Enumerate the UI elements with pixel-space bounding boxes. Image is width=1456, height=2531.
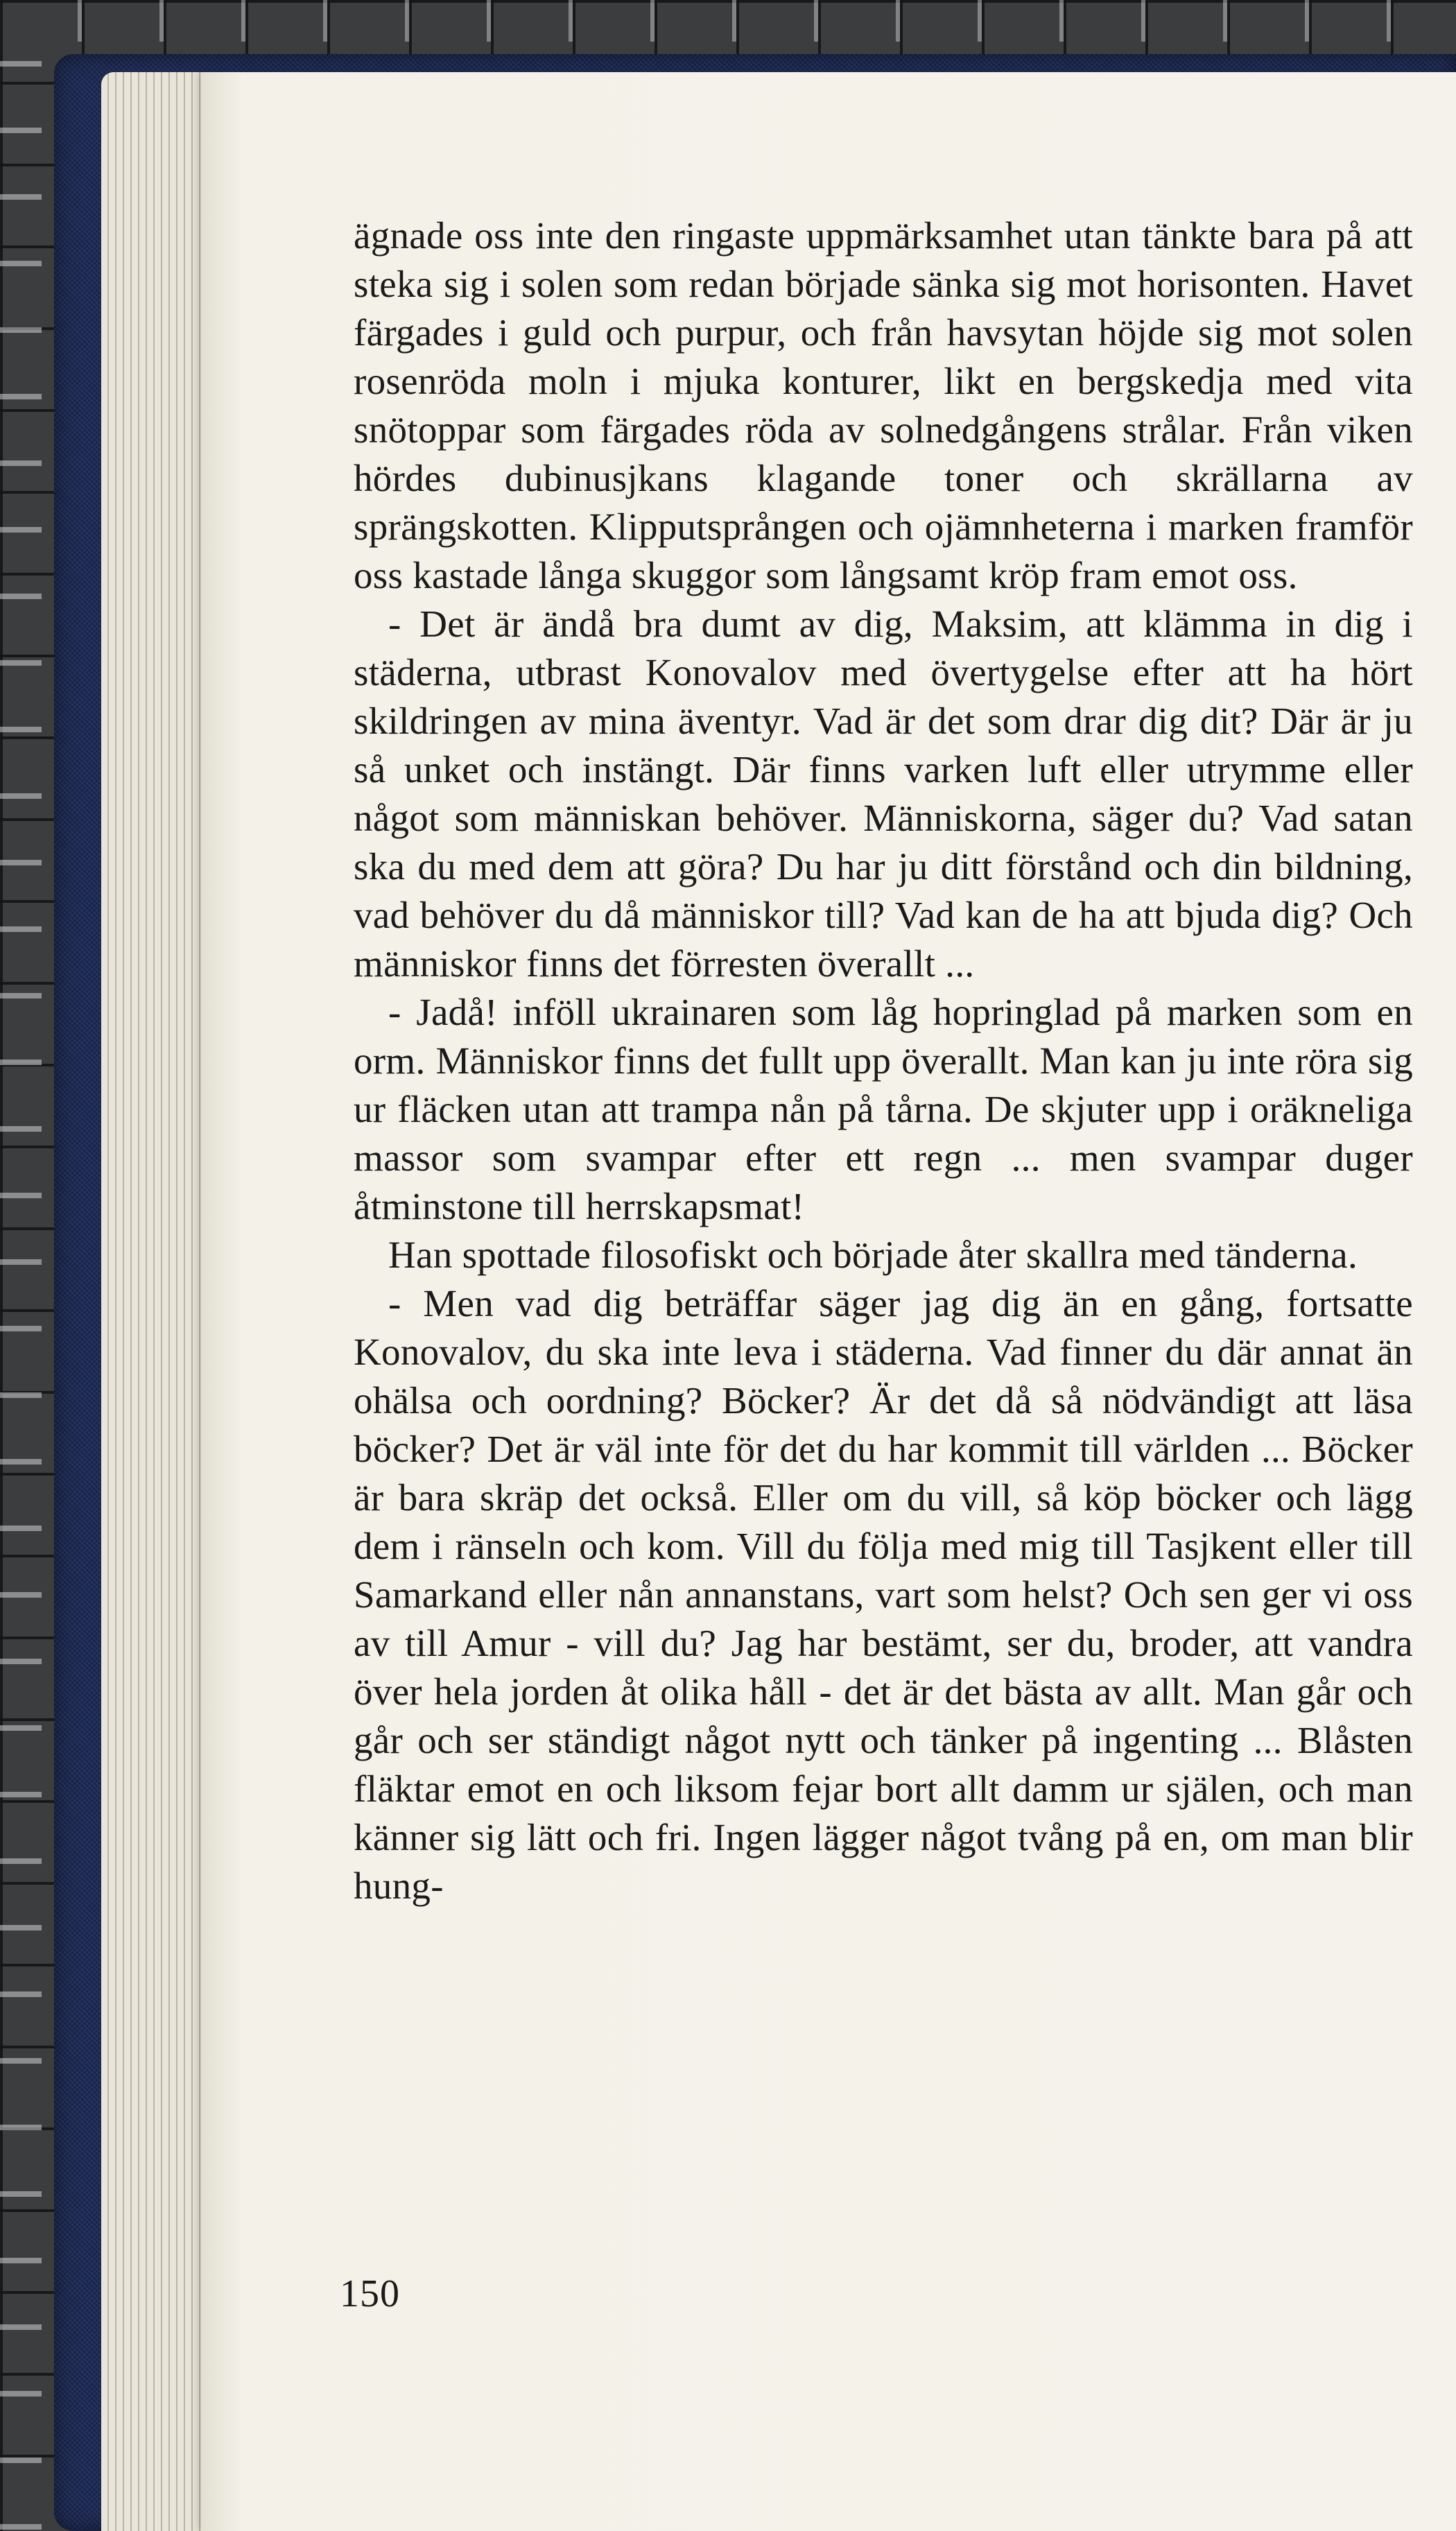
paragraph: - Men vad dig beträffar säger jag dig än en gång, fortsatte Konovalov, du ska inte leva i städerna. Vad finner du där annat än ohälsa och oordning? Böcker? Är det då så nödvändigt att läsa böcker? Det är väl inte för det du har kommit till världen ... Böcker är bara skräp det också. Eller om du vill, så köp böcker och lägg dem i ränseln och kom. Vill du följa med mig till Tasjkent eller till Samarkand eller nån annanstans, vart som helst? Och sen ger vi oss av till Amur - vill du? Jag har bestämt, ser du, broder, att vandra över hela jorden åt olika håll - det är det bästa av allt. Man går och går och ser ständigt något nytt och tänker på ingenting ... Blåsten fläktar emot en och liksom fejar bort allt damm ur själen, och man känner sig lätt och fri. Ingen lägger något tvång på en, om man blir hung- xyxy=(354,1282,1413,1907)
paragraph: - Det är ändå bra dumt av dig, Maksim, att klämma in dig i städerna, utbrast Konovalov med övertygelse efter att ha hört skildringen av mina äventyr. Vad är det som drar dig dit? Där är ju så unket och instängt. Där finns varken luft eller utrymme eller något som människan behöver. Människorna, säger du? Vad satan ska du med dem att göra? Du har ju ditt förstånd och din bildning, vad behöver du då människor till? Vad kan de ha att bjuda dig? Och människor finns det förresten överallt ... xyxy=(354,603,1413,985)
paragraph: ägnade oss inte den ringaste uppmärksamhet utan tänkte bara på att steka sig i solen som redan började sänka sig mot horisonten. Havet färgades i guld och purpur, och från havsytan höjde sig mot solen rosenröda moln i mjuka konturer, likt en bergskedja med vita snötoppar som färgades röda av solnedgångens strålar. Från viken hördes dubinusjkans klagande toner och skrällarna av sprängskotten. Klipputsprången och ojämnheterna i marken framför oss kastade långa skuggor som långsamt kröp fram emot oss. xyxy=(354,214,1413,596)
page-text xyxy=(354,211,1413,1910)
ruler-ticks-top xyxy=(0,0,1456,42)
paragraph: Han spottade filosofiskt och började åter skallra med tänderna. xyxy=(388,1234,1358,1276)
ruler-ticks-left xyxy=(0,0,42,2531)
page-number: 150 xyxy=(340,2272,400,2315)
paragraph: - Jadå! inföll ukrainaren som låg hopringlad på marken som en orm. Människor finns det fullt upp överallt. Man kan ju inte röra sig ur fläcken utan att trampa nån på tårna. De skjuter upp i oräkneliga massor som svampar efter ett regn ... men svampar duger åtminstone till herrskapsmat! xyxy=(354,991,1413,1227)
